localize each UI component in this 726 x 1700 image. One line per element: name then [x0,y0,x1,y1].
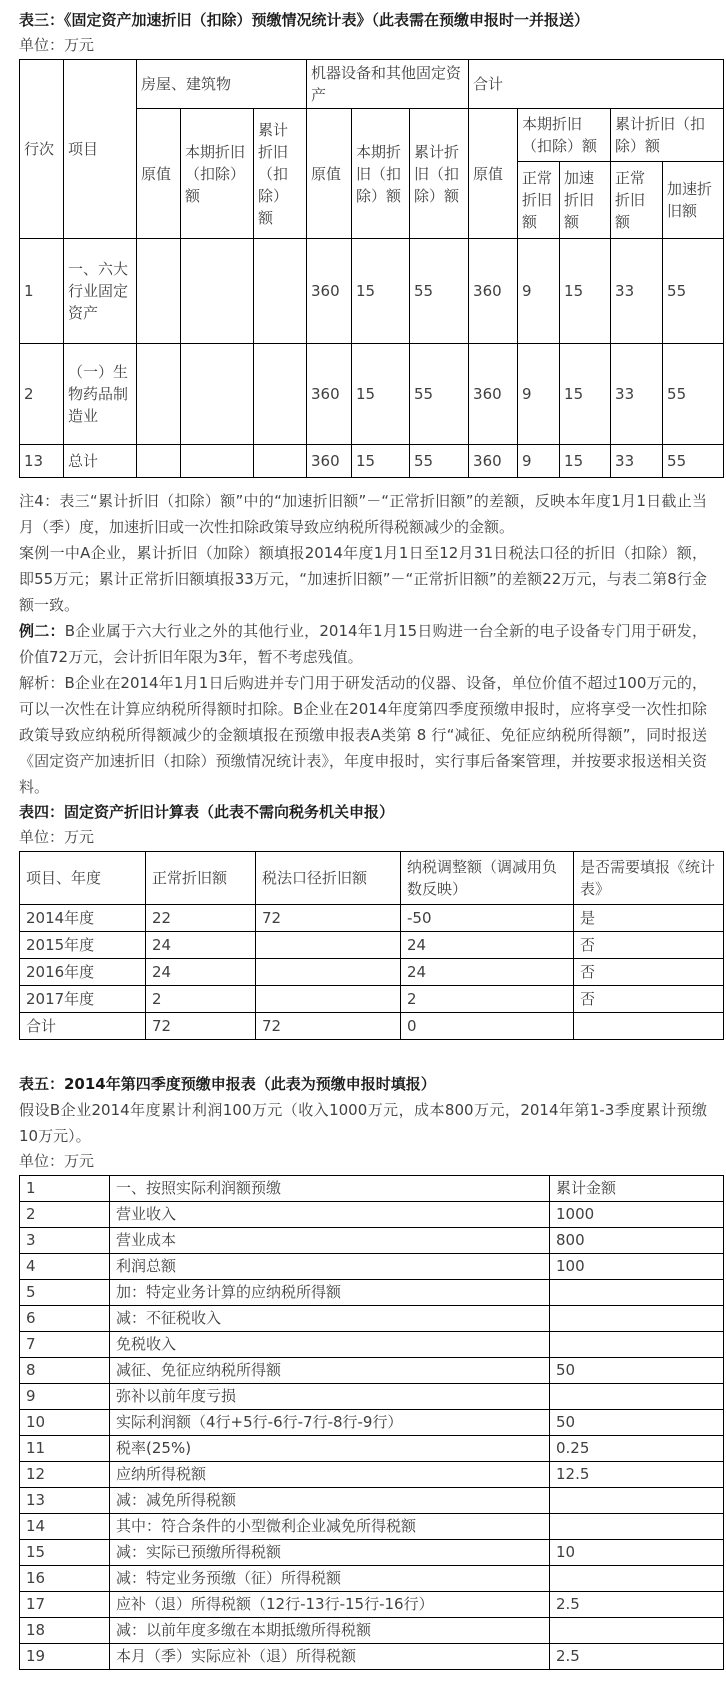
t5-cell: 11 [20,1436,110,1462]
t3-cell: 15 [560,445,611,478]
t3-cell: 15 [352,239,410,344]
t3-cell: 360 [307,445,352,478]
t3-cell: （一）生物药品制造业 [64,344,137,445]
table-row [20,1228,724,1254]
t4-cell: 合计 [20,1013,146,1040]
table-row [20,1280,724,1306]
table4-unit-label: 单位：万元 [19,828,95,846]
t5-cell: 16 [20,1566,110,1592]
t3-header-period-dep: 本期折旧（扣除）额 [352,109,410,239]
table3-depreciation-statistics [19,59,724,478]
t5-cell: 17 [20,1592,110,1618]
t4-header-cell: 税法口径折旧额 [256,852,401,905]
table-row [20,1618,724,1644]
example2-paragraph [19,618,707,670]
t3-cell: 1 [20,239,64,344]
t5-cell: 1 [20,1176,110,1202]
t5-cell: 14 [20,1514,110,1540]
t5-cell: 4 [20,1254,110,1280]
t5-cell: 12.5 [550,1462,724,1488]
t4-cell: -50 [401,905,574,932]
t4-header-cell: 项目、年度 [20,852,146,905]
table-row [20,1410,724,1436]
t5-cell: 10 [20,1410,110,1436]
t5-cell: 营业收入 [110,1202,550,1228]
t5-cell [550,1514,724,1540]
note4-paragraph: 注4：表三“累计折旧（扣除）额”中的“加速折旧额”－“正常折旧额”的差额，反映本年度1月1日截止当月（季）度，加速折旧或一次性扣除政策导致应纳税所得税额减少的金额。 [19,492,707,536]
t5-cell: 累计金额 [550,1176,724,1202]
t5-cell: 弥补以前年度亏损 [110,1384,550,1410]
t3-header-period-dep: 本期折旧（扣除）额 [181,109,254,239]
t5-cell: 5 [20,1280,110,1306]
t3-cell: 360 [469,344,518,445]
t3-header-rowno: 行次 [20,60,64,239]
t3-cell: 55 [410,239,469,344]
t3-header-normal-dep: 正常折旧额 [611,162,663,239]
t3-header-group-total: 合计 [469,60,724,109]
t5-cell [550,1488,724,1514]
table5-title: 表五：2014年第四季度预缴申报表（此表为预缴申报时填报） [19,1075,436,1093]
t4-cell: 是 [574,905,724,932]
t5-cell: 9 [20,1384,110,1410]
t3-header-group-house: 房屋、建筑物 [137,60,307,109]
t5-cell [550,1332,724,1358]
t3-cell: 55 [663,239,724,344]
t5-cell: 实际利润额（4行+5行-6行-7行-8行-9行） [110,1410,550,1436]
table-row [20,959,724,986]
table-row [20,1514,724,1540]
table3-unit-label: 单位：万元 [19,36,95,54]
t3-cell [137,445,181,478]
t5-cell: 减：实际已预缴所得税额 [110,1540,550,1566]
t4-cell: 否 [574,932,724,959]
t3-cell: 9 [518,445,560,478]
t4-cell [574,1013,724,1040]
analysis-paragraph: 解析：B企业在2014年1月1日后购进并专门用于研发活动的仪器、设备，单位价值不超过100万元的，可以一次性在计算应纳税所得额时扣除。B企业在2014年度第四季度预缴申报时，应将享受一次性扣除政策导致应纳税所得额减少的金额填报在预缴申报表A类第 8 行“减征、免征应纳税所得额”，同时报送《固定资产加速折旧（扣除）预缴情况统计表》，年度申报时，实行事后备案管理，并按要求报送相关资料。 [19,674,707,796]
t3-cell: 55 [663,344,724,445]
t3-header-accum-dep: 累计折旧（扣除）额 [254,109,307,239]
t5-cell: 应补（退）所得税额（12行-13行-15行-16行） [110,1592,550,1618]
t5-cell: 减：以前年度多缴在本期抵缴所得税额 [110,1618,550,1644]
t3-cell: 15 [352,344,410,445]
t3-cell: 360 [469,239,518,344]
t5-cell: 一、按照实际利润额预缴 [110,1176,550,1202]
t4-header-cell: 是否需要填报《统计表》 [574,852,724,905]
t5-cell: 应纳所得税额 [110,1462,550,1488]
t4-cell: 24 [401,959,574,986]
t3-header-accum-dep-total: 累计折旧（扣除）额 [611,109,724,162]
t5-cell [550,1384,724,1410]
t4-cell [256,959,401,986]
t5-cell [550,1618,724,1644]
table5-prepayment-return [19,1175,724,1670]
t5-cell: 营业成本 [110,1228,550,1254]
t3-cell: 55 [410,344,469,445]
table-row [20,932,724,959]
t3-header-orig-value: 原值 [469,109,518,239]
t3-cell: 15 [560,239,611,344]
t4-cell: 72 [256,905,401,932]
t4-cell: 0 [401,1013,574,1040]
t5-cell: 800 [550,1228,724,1254]
table-row [20,1013,724,1040]
table-row [20,1488,724,1514]
t3-cell: 360 [307,344,352,445]
table5-unit-label: 单位：万元 [19,1152,95,1170]
t4-cell: 2017年度 [20,986,146,1013]
t3-cell: 一、六大行业固定资产 [64,239,137,344]
t4-cell: 24 [401,932,574,959]
t5-cell: 7 [20,1332,110,1358]
t5-cell [550,1280,724,1306]
t5-cell: 2 [20,1202,110,1228]
t4-cell: 2016年度 [20,959,146,986]
t5-cell: 18 [20,1618,110,1644]
t5-cell: 6 [20,1306,110,1332]
t4-header-cell: 纳税调整额（调减用负数反映） [401,852,574,905]
table4-depreciation-calculation [19,851,724,1040]
case1-paragraph: 案例一中A企业，累计折旧（加除）额填报2014年度1月1日至12月31日税法口径的折旧（扣除）额，即55万元；累计正常折旧额填报33万元，“加速折旧额”－“正常折旧额”的差额22万元，与表二第8行金额一致。 [19,544,707,614]
t5-cell: 减：减免所得税额 [110,1488,550,1514]
t5-cell: 15 [20,1540,110,1566]
t5-cell: 12 [20,1462,110,1488]
table-row [20,239,724,344]
t3-cell: 2 [20,344,64,445]
t3-header-item: 项目 [64,60,137,239]
table3-title: 表三：《固定资产加速折旧（扣除）预缴情况统计表》（此表需在预缴申报时一并报送） [19,11,590,29]
table-row [20,1176,724,1202]
t5-cell [550,1566,724,1592]
t3-cell: 33 [611,344,663,445]
t5-cell: 加：特定业务计算的应纳税所得额 [110,1280,550,1306]
t5-cell: 减：不征税收入 [110,1306,550,1332]
t5-cell: 2.5 [550,1592,724,1618]
t5-cell: 3 [20,1228,110,1254]
t3-cell: 360 [307,239,352,344]
t3-header-accum-dep: 累计折旧（扣除）额 [410,109,469,239]
t3-cell [137,344,181,445]
t3-cell: 总计 [64,445,137,478]
t4-cell: 2 [146,986,256,1013]
table-row [20,1592,724,1618]
t4-header-cell: 正常折旧额 [146,852,256,905]
t3-cell: 9 [518,344,560,445]
t5-cell: 本月（季）实际应补（退）所得税额 [110,1644,550,1670]
t3-header-orig-value: 原值 [307,109,352,239]
t3-cell: 55 [663,445,724,478]
t5-cell: 其中：符合条件的小型微利企业减免所得税额 [110,1514,550,1540]
t5-cell: 税率(25%) [110,1436,550,1462]
table-row [20,1332,724,1358]
t3-cell [254,344,307,445]
t4-cell: 2014年度 [20,905,146,932]
t5-cell: 50 [550,1358,724,1384]
t4-cell: 72 [146,1013,256,1040]
t5-cell: 免税收入 [110,1332,550,1358]
table-row [20,445,724,478]
table-row [20,905,724,932]
t5-cell: 0.25 [550,1436,724,1462]
t4-cell: 24 [146,959,256,986]
t4-cell: 22 [146,905,256,932]
table-row [20,1644,724,1670]
t3-header-normal-dep: 正常折旧额 [518,162,560,239]
t5-cell: 19 [20,1644,110,1670]
t3-header-orig-value: 原值 [137,109,181,239]
t3-header-accel-dep: 加速折旧额 [560,162,611,239]
t5-cell: 100 [550,1254,724,1280]
table-header-row [20,60,724,109]
t5-cell: 1000 [550,1202,724,1228]
table-row [20,1540,724,1566]
t3-cell: 15 [560,344,611,445]
table-row [20,986,724,1013]
table-row [20,1306,724,1332]
t3-cell: 33 [611,239,663,344]
t5-cell: 13 [20,1488,110,1514]
table-header-row [20,852,724,905]
t3-cell [137,239,181,344]
t5-cell: 减：特定业务预缴（征）所得税额 [110,1566,550,1592]
t5-cell: 10 [550,1540,724,1566]
t4-cell: 72 [256,1013,401,1040]
t3-cell: 33 [611,445,663,478]
t3-cell: 360 [469,445,518,478]
t4-cell: 2015年度 [20,932,146,959]
t4-cell [256,932,401,959]
table-row [20,1566,724,1592]
t5-cell: 2.5 [550,1644,724,1670]
t3-cell: 55 [410,445,469,478]
t3-cell [181,445,254,478]
table-row [20,1358,724,1384]
t4-cell: 24 [146,932,256,959]
t5-cell: 8 [20,1358,110,1384]
t4-cell [256,986,401,1013]
table-row [20,1202,724,1228]
t3-cell: 9 [518,239,560,344]
table4-title: 表四：固定资产折旧计算表（此表不需向税务机关申报） [19,803,395,821]
example2-text: B企业属于六大行业之外的其他行业，2014年1月15日购进一台全新的电子设备专门用于研发，价值72万元，会计折旧年限为3年，暂不考虑残值。 [19,622,707,666]
example2-label: 例二： [19,622,65,640]
t5-cell: 利润总额 [110,1254,550,1280]
t5-cell [550,1306,724,1332]
table5-intro: 假设B企业2014年度累计利润100万元（收入1000万元，成本800万元，2014年第1-3季度累计预缴10万元）。 [19,1101,707,1145]
t3-cell: 13 [20,445,64,478]
t5-cell: 减征、免征应纳税所得额 [110,1358,550,1384]
table-row [20,1254,724,1280]
table-row [20,1462,724,1488]
t4-cell: 否 [574,986,724,1013]
t5-cell: 50 [550,1410,724,1436]
t3-cell [181,239,254,344]
t3-header-period-dep-total: 本期折旧（扣除）额 [518,109,611,162]
table-row [20,1384,724,1410]
t3-cell [254,239,307,344]
t3-cell: 15 [352,445,410,478]
t3-header-group-machine: 机器设备和其他固定资产 [307,60,469,109]
t4-cell: 2 [401,986,574,1013]
table-row [20,344,724,445]
t4-cell: 否 [574,959,724,986]
t3-cell [254,445,307,478]
t3-header-accel-dep: 加速折旧额 [663,162,724,239]
t3-cell [181,344,254,445]
table-row [20,1436,724,1462]
